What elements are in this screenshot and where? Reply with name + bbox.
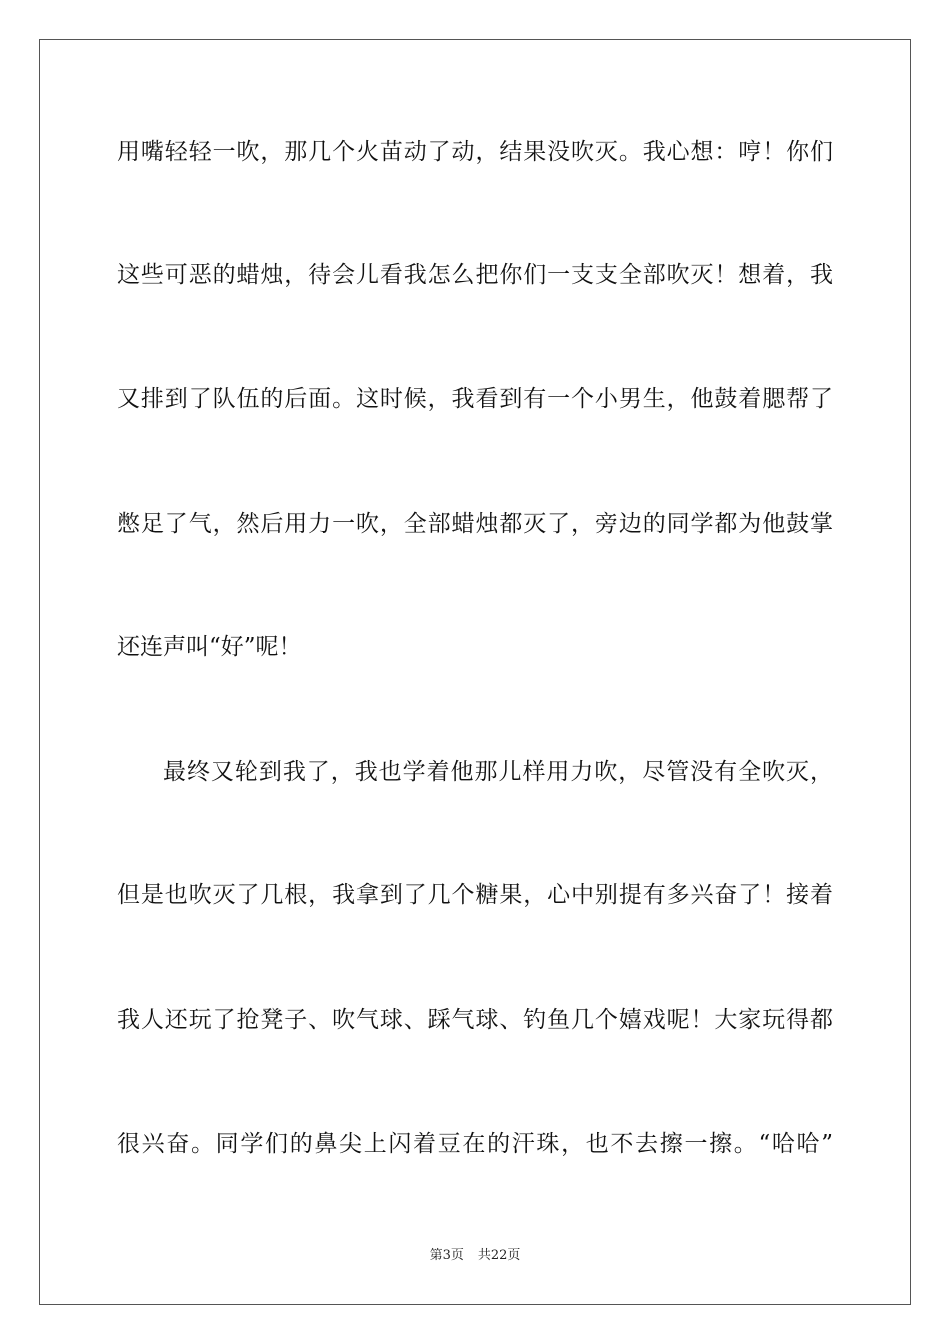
text-line-9: 很兴奋。同学们的鼻尖上闪着豆在的汗珠，也不去擦一擦。“哈哈”: [117, 1131, 833, 1157]
text-line-4: 憋足了气，然后用力一吹，全部蜡烛都灭了，旁边的同学都为他鼓掌: [117, 511, 833, 537]
text-line-8: 我人还玩了抢凳子、吹气球、踩气球、钓鱼几个嬉戏呢！大家玩得都: [117, 1007, 833, 1033]
text-line-3: 又排到了队伍的后面。这时候，我看到有一个小男生，他鼓着腮帮了: [117, 386, 833, 412]
page-number: 第3页: [429, 1248, 464, 1263]
text-line-2: 这些可恶的蜡烛，待会儿看我怎么把你们一支支全部吹灭！想着，我: [117, 262, 833, 288]
page-border: [39, 39, 911, 1305]
page-footer: [0, 1247, 950, 1265]
text-line-7: 但是也吹灭了几根，我拿到了几个糖果，心中别提有多兴奋了！接着: [117, 882, 833, 908]
text-line-1: 用嘴轻轻一吹，那几个火苗动了动，结果没吹灭。我心想：哼！你们: [117, 139, 833, 165]
total-pages: 共22页: [477, 1248, 521, 1263]
text-line-6: 最终又轮到我了，我也学着他那儿样用力吹，尽管没有全吹灭，: [163, 759, 833, 785]
text-line-5: 还连声叫“好”呢！: [117, 634, 302, 660]
